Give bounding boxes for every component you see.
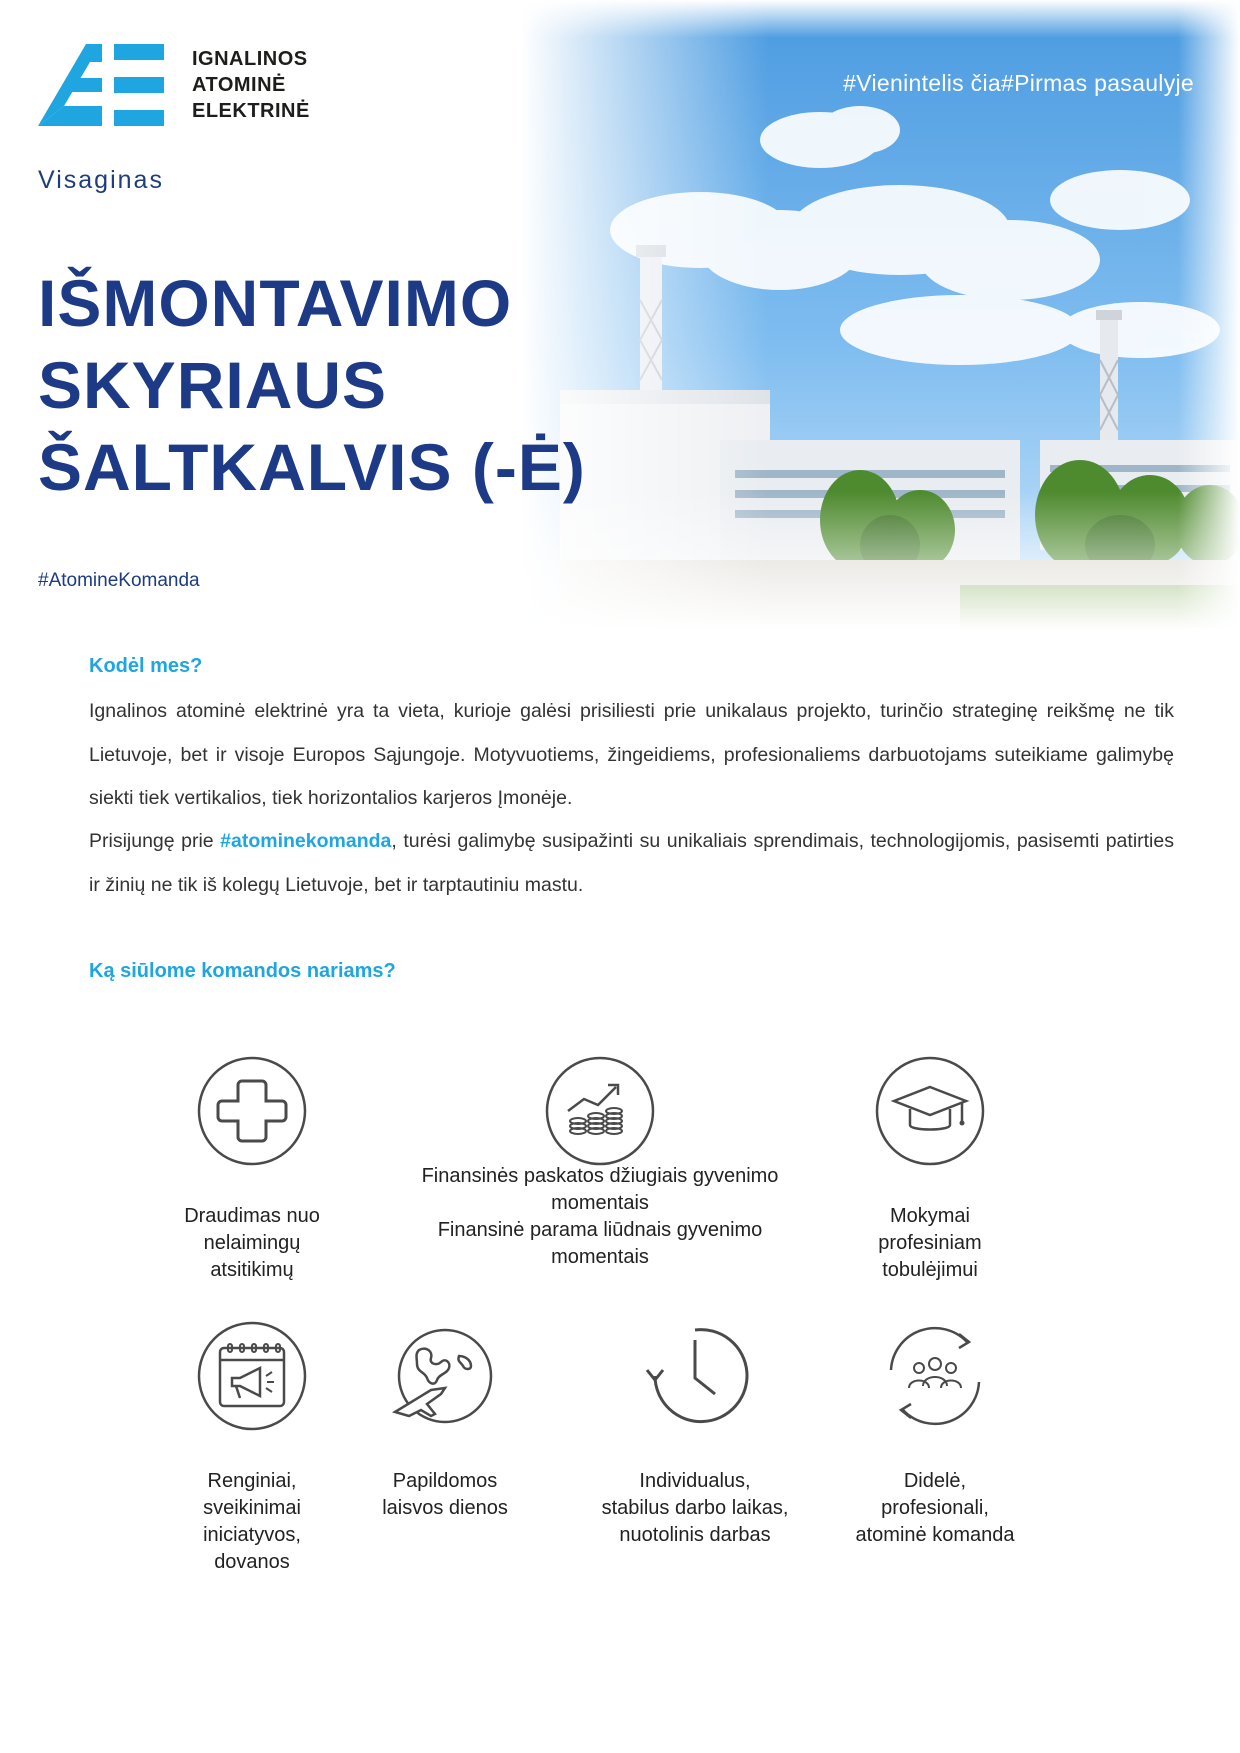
logo-line: ELEKTRINĖ — [192, 100, 310, 122]
team-hashtag-link: #atominekomanda — [220, 830, 392, 852]
logo-text — [192, 46, 310, 124]
benefit-line: iniciatyvos, — [203, 1524, 301, 1546]
benefit-line: Papildomos — [392, 1470, 498, 1492]
benefit-line: profesionali, — [881, 1497, 989, 1519]
benefit-label — [152, 1468, 352, 1576]
ae-logo-icon — [38, 44, 168, 126]
join-text-start: Prisijungę prie — [89, 830, 221, 852]
benefit-line: atsitikimų — [210, 1259, 294, 1281]
benefit-training — [835, 1055, 1025, 1284]
join-paragraph — [89, 820, 1174, 907]
benefit-line: momentais — [551, 1192, 649, 1214]
coins-growth-icon — [544, 1055, 656, 1167]
benefit-label — [825, 1468, 1045, 1549]
benefit-line: Individualus, — [639, 1470, 751, 1492]
benefit-financial-support — [395, 1055, 805, 1271]
benefit-line: sveikinimai — [203, 1497, 301, 1519]
benefit-line: Finansinė parama liūdnais gyvenimo — [437, 1219, 763, 1241]
benefit-flexible-schedule — [575, 1320, 815, 1549]
company-logo — [38, 44, 310, 126]
why-us-paragraph: Ignalinos atominė elektrinė yra ta vieta, kurioje galėsi prisiliesti prie unikalaus projekto, turinčio strateginę reikšmę ne tik Lietuvoje, bet ir visoje Europos Sąjungoje. Motyvuotiems, žingeidiems, profesionaliems darbuotojams suteikiame galimybę siekti tiek vertikalios, tiek horizontalios karjeros Įmonėje. — [89, 700, 1174, 809]
offer-heading: Ką siūlome komandos nariams? — [89, 960, 396, 982]
benefit-team — [825, 1320, 1045, 1549]
benefit-label — [835, 1203, 1025, 1284]
benefit-events — [152, 1320, 352, 1576]
hero-banner — [0, 0, 1240, 630]
job-title — [38, 262, 586, 508]
benefit-line: Draudimas nuo — [184, 1205, 320, 1227]
benefit-label — [575, 1468, 815, 1549]
benefit-label — [355, 1468, 535, 1522]
benefit-line: nuotolinis darbas — [619, 1524, 771, 1546]
benefit-line: Mokymai — [889, 1205, 970, 1227]
medical-cross-icon — [196, 1055, 308, 1167]
logo-line: ATOMINĖ — [192, 74, 286, 96]
graduation-cap-icon — [874, 1055, 986, 1167]
job-title-line: IŠMONTAVIMO — [38, 266, 513, 340]
clock-icon — [639, 1320, 751, 1432]
benefit-extra-days-off — [355, 1320, 535, 1522]
team-hashtag: #AtomineKomanda — [38, 570, 200, 591]
logo-line: IGNALINOS — [192, 48, 308, 70]
benefit-line: stabilus darbo laikas, — [601, 1497, 789, 1519]
benefit-line: dovanos — [214, 1551, 290, 1573]
benefit-line: Finansinės paskatos džiugiais gyvenimo — [421, 1165, 779, 1187]
benefit-insurance — [152, 1055, 352, 1284]
benefit-label — [395, 1163, 805, 1271]
benefit-label — [152, 1203, 352, 1284]
benefit-line: profesiniam — [878, 1232, 982, 1254]
benefit-line: atominė komanda — [855, 1524, 1015, 1546]
job-title-line: SKYRIAUS — [38, 348, 388, 422]
globe-plane-icon — [389, 1320, 501, 1432]
location-label: Visaginas — [38, 166, 164, 194]
benefit-line: laisvos dienos — [382, 1497, 508, 1519]
benefit-line: tobulėjimui — [882, 1259, 978, 1281]
team-cycle-icon — [879, 1320, 991, 1432]
benefit-line: Renginiai, — [207, 1470, 297, 1492]
slogan-hashtag: #Vienintelis čia#Pirmas pasaulyje — [843, 70, 1194, 96]
job-title-line: ŠALTKALVIS (-Ė) — [38, 430, 586, 504]
join-text-end: , turėsi galimybę susipažinti su unikaliais sprendimais, technologijomis, pasisemti patirties ir žinių ne tik iš kolegų Lietuvoje, bet ir tarptautiniu mastu. — [89, 830, 1174, 896]
calendar-megaphone-icon — [196, 1320, 308, 1432]
benefit-line: momentais — [551, 1246, 649, 1268]
benefit-line: Didelė, — [903, 1470, 967, 1492]
why-us-heading: Kodėl mes? — [89, 655, 203, 677]
benefit-line: nelaimingų — [203, 1232, 301, 1254]
